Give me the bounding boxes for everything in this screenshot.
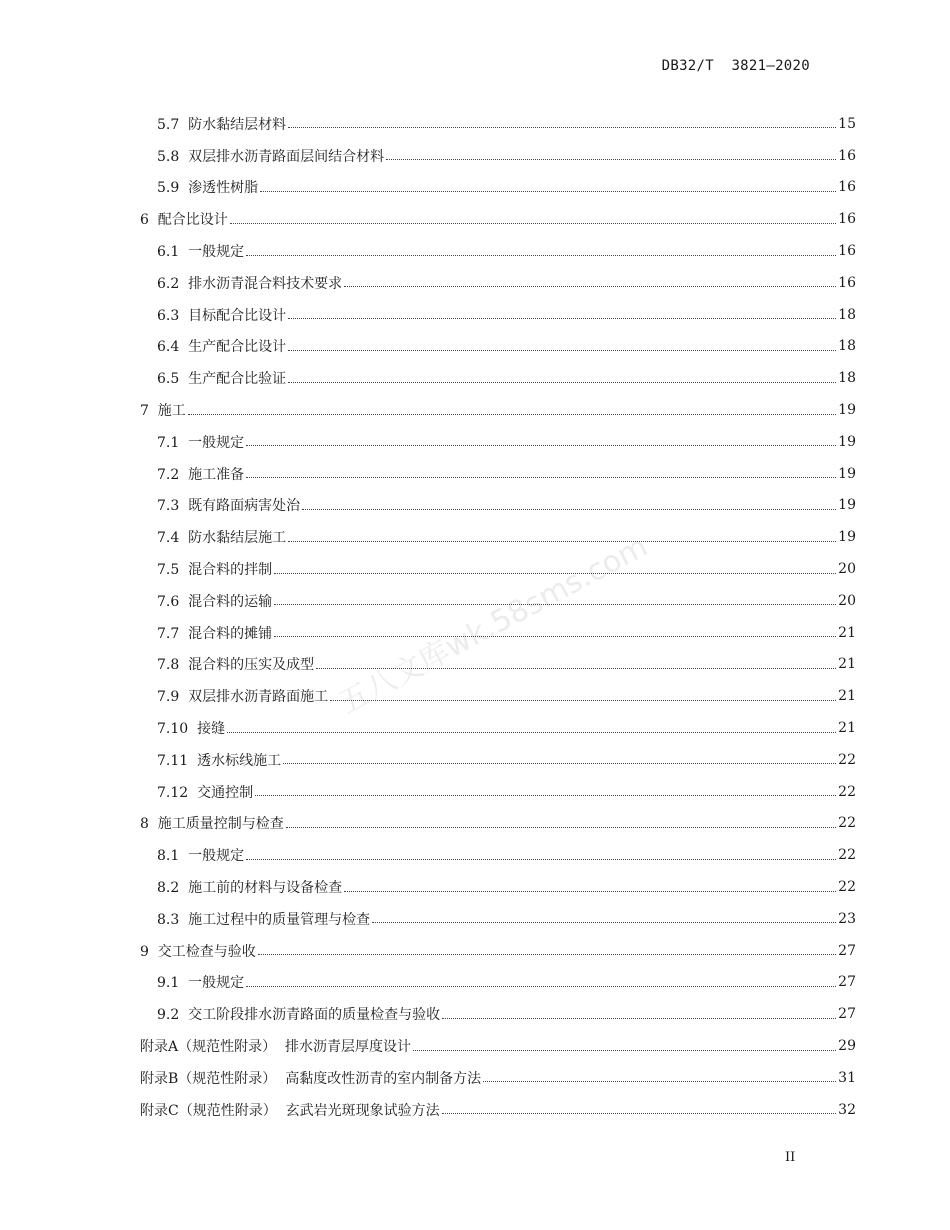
toc-entry-label: 附录A（规范性附录） 排水沥青层厚度设计 — [140, 1039, 412, 1055]
toc-entry-page: 16 — [838, 243, 856, 260]
toc-leader-dots — [316, 668, 836, 669]
toc-entry-label: 5.7 防水黏结层材料 — [157, 116, 287, 133]
toc-entry-label: 6.2 排水沥青混合料技术要求 — [157, 275, 343, 292]
toc-leader-dots — [442, 1113, 837, 1114]
toc-entry-label: 7 施工 — [140, 403, 186, 420]
toc-entry[interactable] — [140, 490, 856, 522]
toc-entry-label: 6.1 一般规定 — [157, 244, 245, 261]
toc-entry-page: 31 — [838, 1069, 856, 1086]
toc-leader-dots — [483, 1081, 836, 1082]
toc-entry-page: 21 — [838, 720, 856, 737]
toc-entry-page: 19 — [838, 465, 856, 482]
toc-entry[interactable] — [140, 458, 856, 490]
toc-leader-dots — [302, 509, 836, 510]
toc-leader-dots — [344, 286, 836, 287]
toc-entry[interactable] — [140, 998, 856, 1030]
toc-leader-dots — [246, 255, 836, 256]
toc-leader-dots — [246, 445, 836, 446]
toc-entry-label: 7.12 交通控制 — [157, 784, 254, 801]
toc-entry[interactable] — [140, 871, 856, 903]
toc-entry[interactable] — [140, 1030, 856, 1062]
toc-entry-label: 附录B（规范性附录） 高黏度改性沥青的室内制备方法 — [140, 1070, 482, 1087]
toc-entry-page: 15 — [838, 115, 856, 132]
toc-entry-label: 7.2 施工准备 — [157, 466, 245, 483]
toc-entry[interactable] — [140, 617, 856, 649]
toc-entry-label: 9.2 交工阶段排水沥青路面的质量检查与验收 — [157, 1007, 441, 1024]
toc-entry-label: 附录C（规范性附录） 玄武岩光斑现象试验方法 — [140, 1102, 440, 1119]
toc-leader-dots — [230, 223, 836, 224]
toc-entry[interactable] — [140, 808, 856, 840]
toc-leader-dots — [288, 382, 836, 383]
toc-entry-label: 7.11 透水标线施工 — [157, 752, 282, 769]
toc-entry[interactable] — [140, 839, 856, 871]
toc-leader-dots — [288, 350, 836, 351]
toc-entry-page: 27 — [838, 942, 856, 959]
toc-entry-page: 16 — [838, 179, 856, 196]
toc-entry[interactable] — [140, 1062, 856, 1094]
toc-leader-dots — [255, 795, 836, 796]
toc-entry[interactable] — [140, 394, 856, 426]
toc-leader-dots — [372, 922, 836, 923]
toc-entry[interactable] — [140, 935, 856, 967]
toc-entry[interactable] — [140, 776, 856, 808]
toc-entry-page: 27 — [838, 974, 856, 991]
toc-entry-page: 19 — [838, 433, 856, 450]
toc-leader-dots — [246, 859, 836, 860]
toc-entry-label: 8 施工质量控制与检查 — [140, 816, 284, 833]
toc-entry[interactable] — [140, 712, 856, 744]
toc-leader-dots — [274, 573, 836, 574]
toc-entry-label: 7.3 既有路面病害处治 — [157, 498, 301, 515]
toc-entry-page: 22 — [838, 847, 856, 864]
toc-entry[interactable] — [140, 362, 856, 394]
toc-entry[interactable] — [140, 299, 856, 331]
toc-entry-label: 7.6 混合料的运输 — [157, 593, 273, 610]
toc-entry-label: 7.4 防水黏结层施工 — [157, 530, 287, 547]
watermark: 五八文库wk.58sms.com — [333, 528, 654, 722]
toc-entry[interactable] — [140, 680, 856, 712]
toc-entry-label: 6.4 生产配合比设计 — [157, 339, 287, 356]
toc-leader-dots — [288, 127, 836, 128]
toc-entry-label: 8.3 施工过程中的质量管理与检查 — [157, 911, 371, 928]
toc-entry-label: 8.1 一般规定 — [157, 848, 245, 865]
toc-entry[interactable] — [140, 140, 856, 172]
toc-leader-dots — [246, 477, 836, 478]
toc-leader-dots — [286, 827, 836, 828]
toc-entry[interactable] — [140, 331, 856, 363]
toc-entry-page: 19 — [838, 402, 856, 419]
toc-leader-dots — [260, 191, 836, 192]
toc-entry-page: 21 — [838, 656, 856, 673]
toc-entry[interactable] — [140, 585, 856, 617]
toc-entry-label: 5.8 双层排水沥青路面层间结合材料 — [157, 148, 385, 165]
toc-entry-page: 23 — [838, 910, 856, 927]
toc-entry[interactable] — [140, 903, 856, 935]
toc-entry-page: 18 — [838, 338, 856, 355]
toc-entry-label: 9 交工检查与验收 — [140, 943, 256, 960]
toc-entry-page: 21 — [838, 624, 856, 641]
toc-entry-page: 16 — [838, 274, 856, 291]
toc-entry-page: 18 — [838, 306, 856, 323]
toc-entry-label: 6 配合比设计 — [140, 212, 228, 229]
toc-entry[interactable] — [140, 172, 856, 204]
toc-entry[interactable] — [140, 744, 856, 776]
toc-entry[interactable] — [140, 553, 856, 585]
toc-entry-page: 22 — [838, 815, 856, 832]
toc-entry-page: 20 — [838, 592, 856, 609]
toc-leader-dots — [442, 1018, 836, 1019]
toc-leader-dots — [258, 954, 836, 955]
toc-entry[interactable] — [140, 108, 856, 140]
toc-entry-page: 22 — [838, 879, 856, 896]
toc-entry-label: 8.2 施工前的材料与设备检查 — [157, 880, 343, 897]
toc-entry-page: 16 — [838, 211, 856, 228]
page-number: II — [785, 1150, 796, 1165]
toc-entry-page: 18 — [838, 370, 856, 387]
toc-entry-label: 9.1 一般规定 — [157, 975, 245, 992]
table-of-contents — [140, 108, 856, 1126]
toc-leader-dots — [288, 541, 836, 542]
toc-entry[interactable] — [140, 235, 856, 267]
toc-leader-dots — [386, 159, 836, 160]
toc-leader-dots — [274, 604, 836, 605]
toc-leader-dots — [413, 1050, 836, 1051]
toc-leader-dots — [188, 414, 836, 415]
toc-entry[interactable] — [140, 967, 856, 999]
toc-leader-dots — [344, 891, 836, 892]
toc-entry-label: 7.9 双层排水沥青路面施工 — [157, 689, 329, 706]
toc-entry-page: 22 — [838, 783, 856, 800]
toc-entry-label: 7.8 混合料的压实及成型 — [157, 657, 315, 674]
toc-entry-page: 20 — [838, 561, 856, 578]
toc-leader-dots — [283, 763, 836, 764]
toc-entry-page: 21 — [838, 688, 856, 705]
toc-entry[interactable] — [140, 267, 856, 299]
toc-leader-dots — [246, 986, 836, 987]
document-code: DB32/T 3821—2020 — [661, 58, 810, 74]
toc-leader-dots — [288, 318, 836, 319]
toc-entry-label: 7.7 混合料的摊铺 — [157, 625, 273, 642]
toc-entry-label: 6.5 生产配合比验证 — [157, 371, 287, 388]
toc-entry-page: 27 — [838, 1006, 856, 1023]
toc-entry-page: 22 — [838, 751, 856, 768]
toc-entry-label: 7.1 一般规定 — [157, 434, 245, 451]
toc-leader-dots — [330, 700, 836, 701]
toc-entry-label: 6.3 目标配合比设计 — [157, 307, 287, 324]
toc-entry-label: 7.5 混合料的拌制 — [157, 562, 273, 579]
toc-entry-page: 19 — [838, 529, 856, 546]
toc-entry[interactable] — [140, 203, 856, 235]
toc-leader-dots — [227, 732, 836, 733]
toc-entry[interactable] — [140, 426, 856, 458]
toc-entry[interactable] — [140, 521, 856, 553]
toc-entry-label: 5.9 渗透性树脂 — [157, 180, 259, 197]
toc-leader-dots — [274, 636, 836, 637]
toc-entry-page: 19 — [838, 497, 856, 514]
toc-entry-page: 16 — [838, 147, 856, 164]
toc-entry-page: 32 — [838, 1101, 856, 1118]
toc-entry[interactable] — [140, 1094, 856, 1126]
toc-entry[interactable] — [140, 649, 856, 681]
toc-entry-page: 29 — [838, 1038, 856, 1054]
toc-entry-label: 7.10 接缝 — [157, 721, 226, 738]
